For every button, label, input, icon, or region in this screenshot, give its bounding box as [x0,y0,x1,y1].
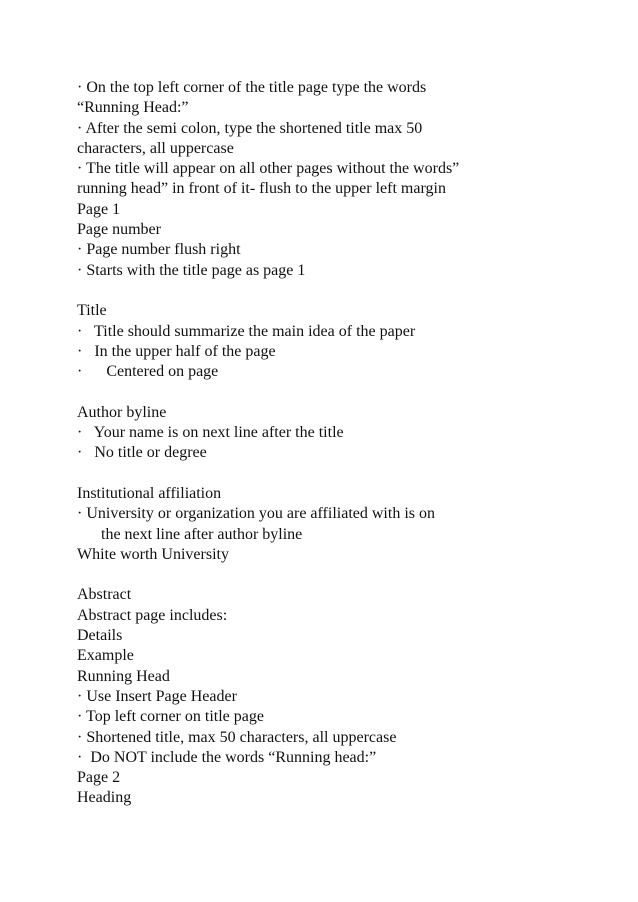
text-line: · University or organization you are affiliated with is on [77,505,435,523]
text-line: · Use Insert Page Header [77,687,237,705]
text-line: · Page number flush right [77,241,241,259]
text-line: · Centered on page [77,363,219,381]
text-line: Heading [77,789,132,807]
text-line: Author byline [77,403,167,421]
blank-line [77,565,617,585]
text-line: · Title should summarize the main idea of the paper [77,322,416,340]
text-line: · Starts with the title page as page 1 [77,261,306,279]
text-line: Details [77,627,123,645]
text-line: · Top left corner on title page [77,708,264,726]
blank-line [77,281,617,301]
text-line: · On the top left corner of the title page type the words [77,79,427,96]
text-line: White worth University [77,545,229,563]
text-line: Running Head [77,667,170,685]
text-line: Page 1 [77,200,121,218]
text-line: Page 2 [77,769,121,787]
text-line: · After the semi colon, type the shortened title max 50 [77,119,423,137]
text-line: · The title will appear on all other pages without the words” [77,160,460,178]
text-line: Title [77,302,107,320]
text-line: Institutional affiliation [77,484,222,502]
text-line: Page number [77,221,161,239]
blank-line [77,382,617,402]
text-line: Example [77,647,134,665]
text-line: characters, all uppercase [77,139,234,157]
blank-line [77,464,617,484]
document-body [77,78,617,809]
text-line: · Your name is on next line after the title [77,424,344,442]
text-line: · No title or degree [77,444,207,462]
text-line: · Shortened title, max 50 characters, all uppercase [77,728,397,746]
text-line: running head” in front of it- flush to the upper left margin [77,180,446,198]
text-line: · Do NOT include the words “Running head:” [77,748,377,766]
text-line: the next line after author byline [77,525,303,543]
text-line: · In the upper half of the page [77,342,276,360]
text-line: “Running Head:” [77,99,189,117]
text-line: Abstract [77,586,132,604]
text-line: Abstract page includes: [77,606,228,624]
